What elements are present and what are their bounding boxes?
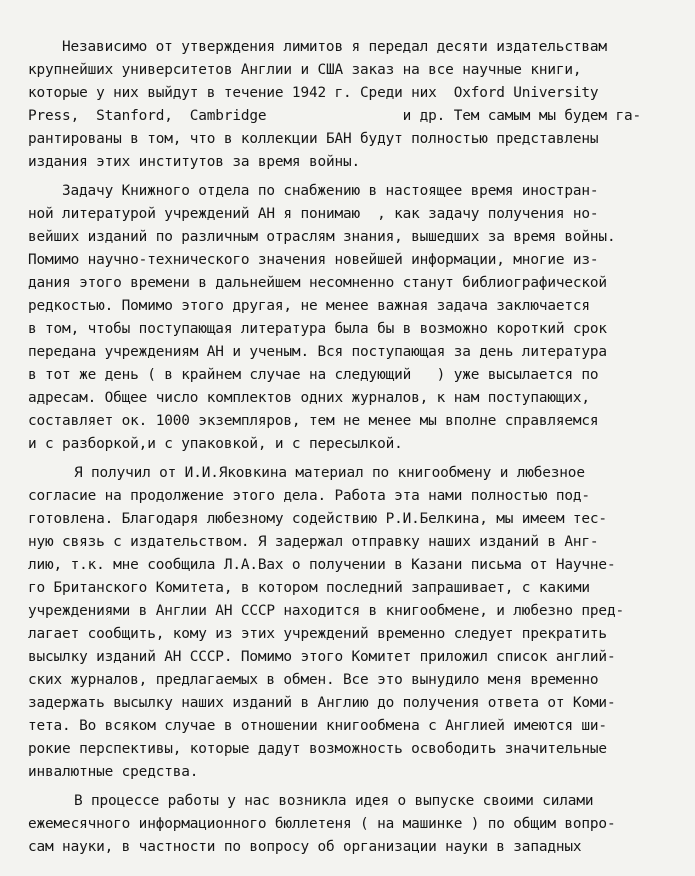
text-line: составляет ок. 1000 экземпляров, тем не менее мы вполне справляемся xyxy=(28,413,599,429)
text-line: ную связь с издательством. Я задержал отправку наших изданий в Анг- xyxy=(28,534,599,550)
text-line: Я получил от И.И.Яковкина материал по книгообмену и любезное xyxy=(74,465,585,481)
text-line: крупнейших университетов Англии и США заказ на все научные книги, xyxy=(28,62,582,78)
text-line: тета. Во всяком случае в отношении книгообмена с Англией имеются ши- xyxy=(28,718,607,734)
text-line: Независимо от утверждения лимитов я передал десяти издательствам xyxy=(62,39,607,55)
text-line: в том, чтобы поступающая литература была бы в возможно короткий срок xyxy=(28,321,607,337)
text-line: рантированы в том, что в коллекции БАН будут полностью представлены xyxy=(28,131,599,147)
text-line: согласие на продолжение этого дела. Работа эта нами полностью под- xyxy=(28,488,590,504)
text-line: учреждениями в Англии АН СССР находится в книгообмене, и любезно пред- xyxy=(28,603,624,619)
text-line: ежемесячного информационного бюллетеня ( на машинке ) по общим вопро- xyxy=(28,816,616,832)
text-line: задержать высылку наших изданий в Англию до получения ответа от Коми- xyxy=(28,695,616,711)
text-line: в тот же день ( в крайнем случае на следующий ) уже высылается по xyxy=(28,367,599,383)
text-line: ских журналов, предлагаемых в обмен. Все это вынудило меня временно xyxy=(28,672,599,688)
text-line: лагает сообщить, кому из этих учреждений временно следует прекратить xyxy=(28,626,607,642)
text-line: инвалютные средства. xyxy=(28,764,199,780)
text-line: рокие перспективы, которые дадут возможность освободить значительные xyxy=(28,741,607,757)
text-line: го Британского Комитета, в котором последний запрашивает, с какими xyxy=(28,580,590,596)
text-line: издания этих институтов за время войны. xyxy=(28,154,361,170)
text-line: сам науки, в частности по вопросу об организации науки в западных xyxy=(28,839,582,855)
text-line: лию, т.к. мне сообщила Л.А.Вах о получении в Казани письма от Научне- xyxy=(28,557,616,573)
text-line: передана учреждениям АН и ученым. Вся поступающая за день литература xyxy=(28,344,607,360)
text-line: Помимо научно-технического значения новейшей информации, многие из- xyxy=(28,252,599,268)
text-line: которые у них выйдут в течение 1942 г. Среди них Oxford University xyxy=(28,85,599,101)
text-line: высылку изданий АН СССР. Помимо этого Комитет приложил список англий- xyxy=(28,649,616,665)
text-line: Задачу Книжного отдела по снабжению в настоящее время иностран- xyxy=(62,183,599,199)
text-line: дания этого времени в дальнейшем несомненно станут библиографической xyxy=(28,275,607,291)
text-line: В процессе работы у нас возникла идея о выпуске своими силами xyxy=(74,793,594,809)
text-line: редкостью. Помимо этого другая, не менее важная задача заключается xyxy=(28,298,590,314)
text-line: вейших изданий по различным отраслям знания, вышедших за время войны. xyxy=(28,229,616,245)
text-line: адресам. Общее число комплектов одних журналов, к нам поступающих, xyxy=(28,390,590,406)
text-line: Press, Stanford, Cambridge и др. Тем самым мы будем га- xyxy=(28,108,642,124)
text-line: ной литературой учреждений АН я понимаю , как задачу получения но- xyxy=(28,206,599,222)
text-line: готовлена. Благодаря любезному содействию Р.И.Белкина, мы имеем тес- xyxy=(28,511,607,527)
text-line: и с разборкой,и с упаковкой, и с пересылкой. xyxy=(28,436,403,452)
